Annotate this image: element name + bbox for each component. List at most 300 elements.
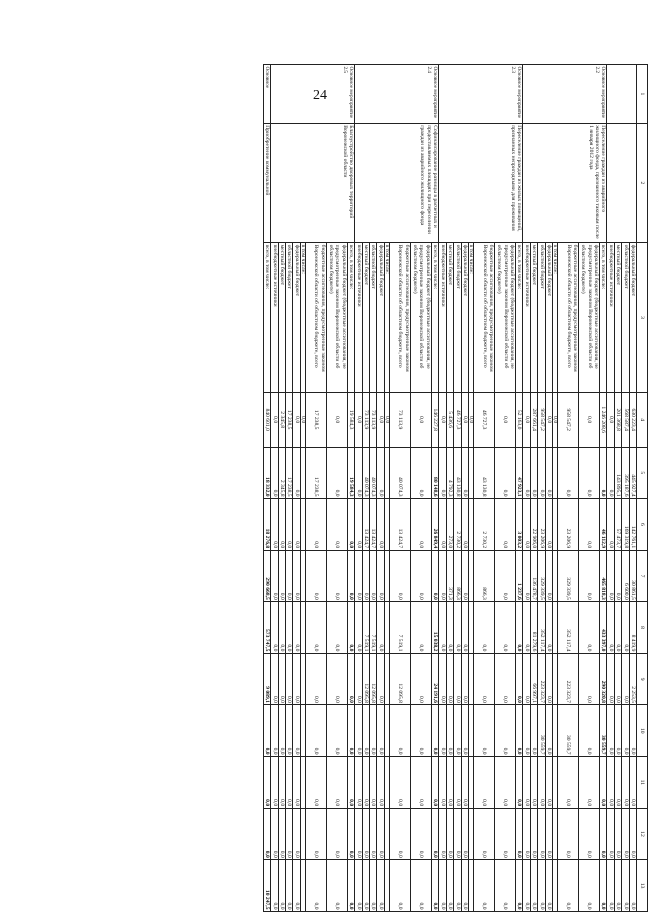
value-cell: 0,0 [293,808,300,860]
value-cell: 0,0 [461,705,468,757]
value-cell: 0,0 [286,653,293,705]
funding-source-cell: федеральный бюджет [545,243,552,393]
value-cell: 329 339,5 [538,550,545,602]
value-cell: 0,0 [494,653,515,705]
value-cell: 47 923,1 [515,447,522,499]
value-cell: 0,0 [286,860,293,912]
value-cell: 2 730,2 [473,499,494,551]
value-cell: 0,0 [530,808,537,860]
value-cell: 17 238,5 [286,392,293,447]
value-cell: 0,0 [389,757,410,809]
value-cell: 0,0 [286,499,293,551]
value-cell: 0,0 [293,860,300,912]
value-cell: 0,0 [326,653,347,705]
value-cell: 0,0 [370,860,377,912]
value-cell: 0,0 [578,499,599,551]
table-row [599,65,606,912]
value-cell: 46 727,3 [454,392,461,447]
value-cell: 465 818,3 [599,550,606,602]
value-cell: 0,0 [286,757,293,809]
value-cell: 0,0 [278,860,285,912]
value-cell: 0,0 [355,860,362,912]
value-cell [300,808,305,860]
value-cell: 0,0 [362,860,369,912]
value-cell: 19 584,3 [347,392,354,447]
value-cell: 0,0 [347,860,354,912]
value-cell: 0,0 [355,757,362,809]
value-cell: 0,0 [523,705,530,757]
value-cell: 0,0 [326,757,347,809]
funding-source-cell: областной бюджет [622,243,629,393]
value-cell: 0,0 [305,860,326,912]
value-cell: 12 095,8 [389,653,410,705]
value-cell: 0,0 [515,653,522,705]
value-cell: 0,0 [347,550,354,602]
value-cell: 0,0 [614,705,621,757]
value-cell: 223 323,7 [557,653,578,705]
value-cell: 0,0 [523,860,530,912]
funding-source-cell: в том числе: [384,243,389,393]
value-cell: 0,0 [370,757,377,809]
value-cell: 0,0 [557,447,578,499]
value-cell: 0,0 [545,447,552,499]
header-cell-6: 6 [637,499,648,551]
value-cell: 433 397,0 [599,602,606,654]
header-cell-3: 3 [637,243,648,393]
value-cell: 329 339,5 [557,550,578,602]
value-cell: 0,0 [622,705,629,757]
value-cell: 0,0 [607,550,614,602]
value-cell: 0,0 [578,392,599,447]
value-cell: 73 113,9 [370,392,377,447]
value-cell [300,757,305,809]
value-cell: 0,0 [271,860,278,912]
table-row [347,65,354,912]
value-cell: 0,0 [557,860,578,912]
value-cell [384,860,389,912]
value-cell: 0,0 [622,602,629,654]
value-cell: 0,0 [446,653,453,705]
value-cell: 0,0 [377,392,384,447]
measure-title-cell: Переселение граждан из аварийного жилищного фонда, признанного таковым после 1 января 2012 года [523,123,607,242]
funding-source-cell: всего, в том числе: [347,243,354,393]
value-cell: 0,0 [278,653,285,705]
value-cell: 0,0 [347,808,354,860]
table-row [263,65,270,912]
value-cell: 0,0 [271,550,278,602]
value-cell: 40 074,3 [370,447,377,499]
value-cell: 7 519,1 [370,602,377,654]
table-row [431,65,438,912]
funding-source-cell: бюджетные ассигнования, предусмотренные законом Воронежской области об областном бюджете, всего [557,243,578,393]
value-cell: 30 861,5 [629,550,636,602]
rotated-table-canvas [121,64,648,912]
value-cell: 0,0 [326,808,347,860]
value-cell: 371,3 [446,550,453,602]
value-cell: 0,0 [439,499,446,551]
value-cell [552,808,557,860]
value-cell: 0,0 [293,757,300,809]
value-cell: 0,0 [473,757,494,809]
value-cell: 0,0 [454,653,461,705]
funding-source-cell: всего, в том числе: [431,243,438,393]
value-cell: 0,0 [461,808,468,860]
value-cell: 0,0 [614,550,621,602]
value-cell: 0,0 [494,499,515,551]
value-cell: 0,0 [293,392,300,447]
value-cell: 0,0 [293,550,300,602]
value-cell [468,653,473,705]
value-cell: 0,0 [607,602,614,654]
value-cell: 13 424,7 [370,499,377,551]
value-cell: 445 927,4 [629,447,636,499]
value-cell: 0,0 [578,550,599,602]
value-cell [384,499,389,551]
value-cell [552,499,557,551]
value-cell: 0,0 [538,447,545,499]
value-cell: 0,0 [263,808,270,860]
value-cell: 0,0 [607,392,614,447]
value-cell: 17 238,5 [286,447,293,499]
value-cell: 0,0 [389,550,410,602]
value-cell: 0,0 [347,757,354,809]
value-cell: 0,0 [446,860,453,912]
value-cell: 46 727,3 [473,392,494,447]
value-cell: 6 600,0 [622,550,629,602]
value-cell: 0,0 [305,757,326,809]
value-cell: 43 130,8 [473,447,494,499]
value-cell: 2 730,2 [454,499,461,551]
value-cell: 0,0 [326,499,347,551]
header-cell-10: 10 [637,705,648,757]
value-cell: 7 519,1 [362,602,369,654]
funding-source-cell: всего, в том числе: [515,243,522,393]
value-cell: 0,0 [286,705,293,757]
value-cell [552,705,557,757]
value-cell: 0,0 [362,757,369,809]
value-cell: 0,0 [622,808,629,860]
value-cell: 0,0 [545,705,552,757]
value-cell: 0,0 [454,860,461,912]
measure-code-cell: Основное мероприятие 2.3 [439,65,523,124]
value-cell: 18 276,8 [263,499,270,551]
value-cell [384,653,389,705]
value-cell: 0,0 [557,808,578,860]
value-cell [468,808,473,860]
value-cell: 0,0 [326,705,347,757]
value-cell: 0,0 [494,757,515,809]
value-cell: 2 345,8 [278,392,285,447]
value-cell: 0,0 [410,705,431,757]
value-cell: 0,0 [305,653,326,705]
value-cell: 142 761,1 [629,499,636,551]
value-cell: 0,0 [607,757,614,809]
value-cell: 8 419,9 [629,602,636,654]
value-cell: 0,0 [271,653,278,705]
value-cell: 0,0 [439,392,446,447]
funding-source-cell: бюджетные ассигнования, предусмотренные законом Воронежской области об областном бюджете, всего [305,243,326,393]
value-cell: 17 238,5 [305,447,326,499]
funding-source-cell: местный бюджет [362,243,369,393]
value-cell: 0,0 [454,808,461,860]
value-cell: 0,0 [271,808,278,860]
value-cell: 0,0 [523,447,530,499]
value-cell: 0,0 [530,705,537,757]
value-cell: 1 237,6 [515,550,522,602]
value-cell [300,499,305,551]
value-cell: 0,0 [305,602,326,654]
value-cell: 0,0 [293,499,300,551]
value-cell [552,550,557,602]
value-cell: 73 113,9 [389,392,410,447]
value-cell: 146 227,8 [431,392,438,447]
value-cell: 0,0 [614,602,621,654]
value-cell: 0,0 [271,447,278,499]
funding-source-cell: местный бюджет [530,243,537,393]
value-cell: 0,0 [286,550,293,602]
value-cell: 958 547,2 [538,392,545,447]
value-cell: 0,0 [461,653,468,705]
value-cell: 0,0 [410,447,431,499]
value-cell: 5 436,6 [446,392,453,447]
value-cell: 0,0 [286,808,293,860]
value-cell: 0,0 [410,860,431,912]
value-cell: 0,0 [523,808,530,860]
value-cell: 46 112,9 [599,499,606,551]
value-cell: 352 117,4 [538,602,545,654]
funding-source-cell: бюджетные ассигнования, предусмотренные законом Воронежской области об областном бюджете, всего [473,243,494,393]
funding-source-cell: федеральный бюджет (бюджетные ассигнования, не предусмотренные законом Воронежской области об областном бюджете) [578,243,599,393]
measure-title-cell: Софинансирование разницы в расчетных и предоставляемых площадях при переселении граждан из аварийного жилищного фонда [355,123,439,242]
value-cell: 0,0 [377,757,384,809]
funding-source-cell: федеральный бюджет (бюджетные ассигнования, не предусмотренные законом Воронежской области об областном бюджете) [326,243,347,393]
value-cell: 0,0 [326,860,347,912]
funding-source-cell: федеральный бюджет [461,243,468,393]
value-cell: 0,0 [439,447,446,499]
value-cell: 0,0 [377,705,384,757]
value-cell: 0,0 [439,550,446,602]
funding-source-cell: местный бюджет [446,243,453,393]
measure-code-cell: Основное мероприятие 2.5 [271,65,355,124]
value-cell: 2 253,5 [629,653,636,705]
value-cell: 0,0 [454,602,461,654]
value-cell: 0,0 [468,392,473,447]
value-cell: 0,0 [461,499,468,551]
funding-source-cell: внебюджетные источники [271,243,278,393]
value-cell: 0,0 [446,705,453,757]
value-cell: 0,0 [622,860,629,912]
value-cell: 0,0 [557,757,578,809]
value-cell: 0,0 [446,602,453,654]
measure-title-cell: Приобретение коммунальной [263,123,270,242]
measure-code-cell: Основное [263,65,270,124]
value-cell: 0,0 [494,447,515,499]
value-cell: 0,0 [410,808,431,860]
value-cell: 0,0 [545,860,552,912]
value-cell: 840 601,0 [263,392,270,447]
value-cell: 18 332,0 [263,447,270,499]
value-cell: 0,0 [461,550,468,602]
value-cell: 0,0 [278,499,285,551]
funding-source-cell: федеральный бюджет [293,243,300,393]
value-cell: 0,0 [377,447,384,499]
value-cell: 0,0 [545,653,552,705]
value-cell: 0,0 [578,602,599,654]
value-cell: 80 148,6 [431,447,438,499]
value-cell: 0,0 [293,602,300,654]
value-cell [300,550,305,602]
value-cell: 0,0 [439,653,446,705]
value-cell: 0,0 [461,447,468,499]
header-cell-4: 4 [637,392,648,447]
value-cell: 23 206,9 [557,499,578,551]
value-cell: 0,0 [545,808,552,860]
value-cell: 73 113,9 [362,392,369,447]
value-cell: 0,0 [607,808,614,860]
value-cell: 0,0 [599,860,606,912]
value-cell: 0,0 [461,602,468,654]
header-cell-8: 8 [637,602,648,654]
value-cell [384,447,389,499]
value-cell: 0,0 [523,757,530,809]
value-cell: 0,0 [461,392,468,447]
value-cell: 0,0 [410,653,431,705]
value-cell: 0,0 [355,808,362,860]
header-cell-11: 11 [637,757,648,809]
funding-source-cell: областной бюджет [538,243,545,393]
value-cell: 573 747,5 [263,602,270,654]
value-cell [552,653,557,705]
value-cell: 0,0 [552,392,557,447]
value-cell: 0,0 [439,860,446,912]
value-cell: 1 246 208,6 [599,392,606,447]
value-cell: 30 559,7 [557,705,578,757]
value-cell: 0,0 [431,757,438,809]
value-cell: 3 003,2 [515,499,522,551]
value-cell: 23 206,9 [538,499,545,551]
value-cell: 0,0 [473,808,494,860]
funding-source-cell: областной бюджет [454,243,461,393]
value-cell: 0,0 [530,447,537,499]
value-cell: 143 895,1 [614,447,621,499]
value-cell: 0,0 [355,392,362,447]
value-cell [384,705,389,757]
measure-title-cell: Благоустройство дворовых территорий Воронежской области [271,123,355,242]
value-cell: 287 661,4 [530,392,537,447]
value-cell: 43 130,8 [454,447,461,499]
value-cell: 0,0 [263,757,270,809]
value-cell: 0,0 [305,808,326,860]
value-cell: 17 238,5 [305,392,326,447]
value-cell: 0,0 [461,757,468,809]
value-cell: 223 323,7 [538,653,545,705]
value-cell: 0,0 [607,447,614,499]
value-cell: 0,0 [446,757,453,809]
table-row [629,65,636,912]
value-cell: 0,0 [271,757,278,809]
funding-source-cell: всего, в том числе: [263,243,270,393]
value-cell: 0,0 [271,602,278,654]
value-cell: 0,0 [494,392,515,447]
value-cell: 0,0 [305,705,326,757]
measure-code-cell: Основное мероприятие 2.2 [523,65,607,124]
value-cell: 0,0 [410,392,431,447]
value-cell: 0,0 [614,808,621,860]
value-cell: 10 247,5 [263,860,270,912]
value-cell: 26 849,4 [431,499,438,551]
value-cell: 0,0 [515,808,522,860]
header-cell-12: 12 [637,808,648,860]
value-cell: 273,0 [446,499,453,551]
value-cell: 0,0 [446,808,453,860]
value-cell: 57 473,7 [614,499,621,551]
value-cell: 0,0 [545,602,552,654]
value-cell: 0,0 [439,705,446,757]
value-cell: 0,0 [545,392,552,447]
value-cell [300,860,305,912]
value-cell: 0,0 [614,653,621,705]
value-cell: 9 089,1 [263,653,270,705]
value-cell: 0,0 [377,860,384,912]
value-cell: 0,0 [439,808,446,860]
value-cell: 630 223,4 [629,392,636,447]
value-cell: 0,0 [599,757,606,809]
value-cell: 0,0 [431,705,438,757]
value-cell [384,602,389,654]
value-cell: 0,0 [326,392,347,447]
value-cell: 13 424,7 [389,499,410,551]
value-cell: 0,0 [578,808,599,860]
value-cell: 0,0 [377,602,384,654]
value-cell: 4 792,3 [446,447,453,499]
value-cell: 0,0 [494,550,515,602]
measure-title-cell [607,123,637,242]
value-cell: 0,0 [599,808,606,860]
value-cell: 290 320,8 [599,653,606,705]
value-cell: 0,0 [431,550,438,602]
value-cell: 0,0 [578,705,599,757]
value-cell: 0,0 [538,757,545,809]
value-cell: 0,0 [347,602,354,654]
value-cell: 0,0 [355,653,362,705]
funding-source-cell: федеральный бюджет [377,243,384,393]
value-cell: 0,0 [278,602,285,654]
table-row [515,65,522,912]
funding-source-cell: бюджетные ассигнования, предусмотренные законом Воронежской области об областном бюджете, всего [389,243,410,393]
value-cell: 7 519,1 [389,602,410,654]
header-cell-2: 2 [637,123,648,242]
value-cell: 0,0 [629,757,636,809]
value-cell: 0,0 [355,602,362,654]
value-cell: 395 187,6 [622,447,629,499]
value-cell: 0,0 [410,499,431,551]
value-cell: 0,0 [370,550,377,602]
value-cell: 0,0 [538,808,545,860]
value-cell [384,808,389,860]
value-cell: 30 559,7 [599,705,606,757]
value-cell: 0,0 [523,653,530,705]
header-cell-1: 1 [637,65,648,124]
value-cell: 0,0 [545,757,552,809]
value-cell: 81 279,6 [530,602,537,654]
value-cell [300,705,305,757]
value-cell [300,602,305,654]
header-cell-13: 13 [637,860,648,912]
funding-source-cell: федеральный бюджет (бюджетные ассигнования, не предусмотренные законом Воронежской области об областном бюджете) [410,243,431,393]
value-cell: 0,0 [494,602,515,654]
value-cell: 866,3 [473,550,494,602]
value-cell: 0,0 [461,860,468,912]
